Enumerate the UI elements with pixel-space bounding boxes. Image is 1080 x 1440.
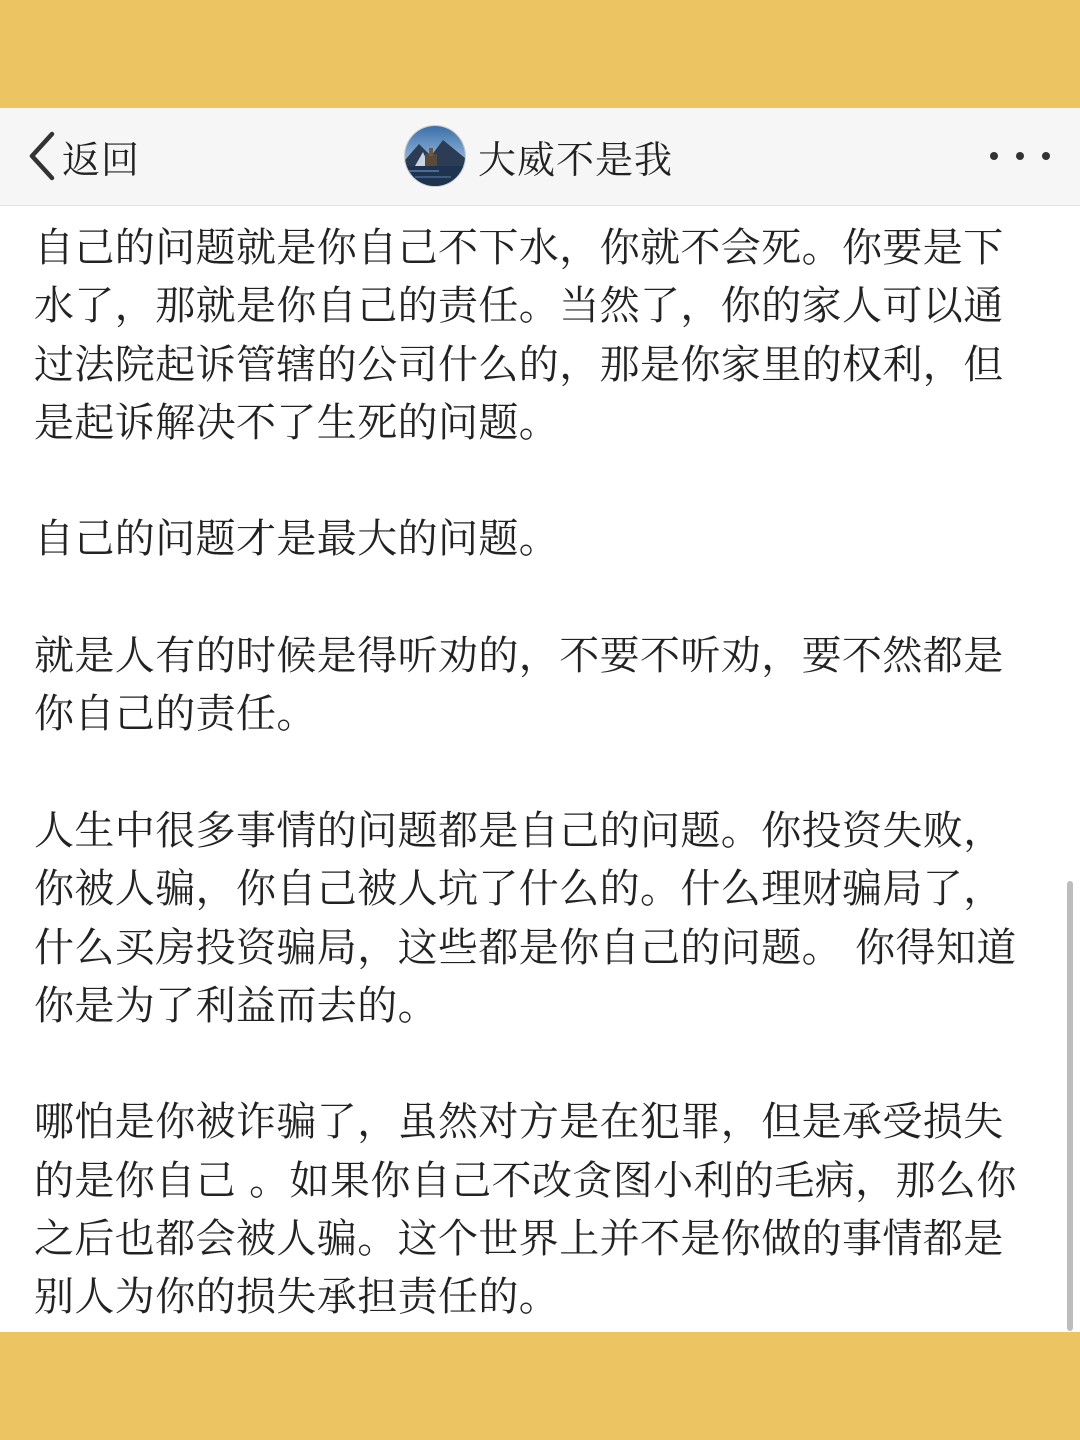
avatar[interactable] bbox=[404, 125, 466, 187]
back-label: 返回 bbox=[62, 137, 141, 182]
dot bbox=[1042, 152, 1050, 160]
paragraph-4: 人生中很多事情的问题都是自己的问题。你投资失败，你被人骗，你自己被人坑了什么的。什么理财骗局了，什么买房投资骗局，这些都是你自己的问题。 你得知道你是为了利益而去的。 bbox=[34, 807, 1017, 1029]
top-decor-band bbox=[0, 0, 1080, 108]
message-content bbox=[34, 219, 1034, 1332]
back-button[interactable] bbox=[24, 128, 140, 184]
more-dots-icon[interactable] bbox=[990, 136, 1050, 176]
chevron-left-icon bbox=[24, 130, 58, 182]
chat-screen bbox=[0, 108, 1080, 1332]
paragraph-2: 自己的问题才是最大的问题。 bbox=[34, 516, 560, 563]
paragraph-5: 哪怕是你被诈骗了，虽然对方是在犯罪，但是承受损失的是你自己 。如果你自己不改贪图小利的毛病，那么你之后也都会被人骗。这个世界上并不是你做的事情都是别人为你的损失承担责任的。 bbox=[34, 1099, 1017, 1321]
scrollbar[interactable] bbox=[1067, 881, 1073, 1331]
nav-bar bbox=[0, 108, 1080, 206]
dot bbox=[1016, 152, 1024, 160]
landscape-avatar-image bbox=[405, 126, 465, 186]
bottom-decor-band bbox=[0, 1332, 1080, 1440]
paragraph-1: 自己的问题就是你自己不下水，你就不会死。你要是下水了，那就是你自己的责任。当然了，你的家人可以通过法院起诉管辖的公司什么的，那是你家里的权利，但是起诉解决不了生死的问题。 bbox=[34, 225, 1004, 446]
dot bbox=[990, 152, 998, 160]
contact-name: 大威不是我 bbox=[478, 137, 674, 182]
chat-title[interactable] bbox=[404, 120, 673, 192]
paragraph-3: 就是人有的时候是得听劝的，不要不听劝，要不然都是你自己的责任。 bbox=[34, 633, 1004, 738]
